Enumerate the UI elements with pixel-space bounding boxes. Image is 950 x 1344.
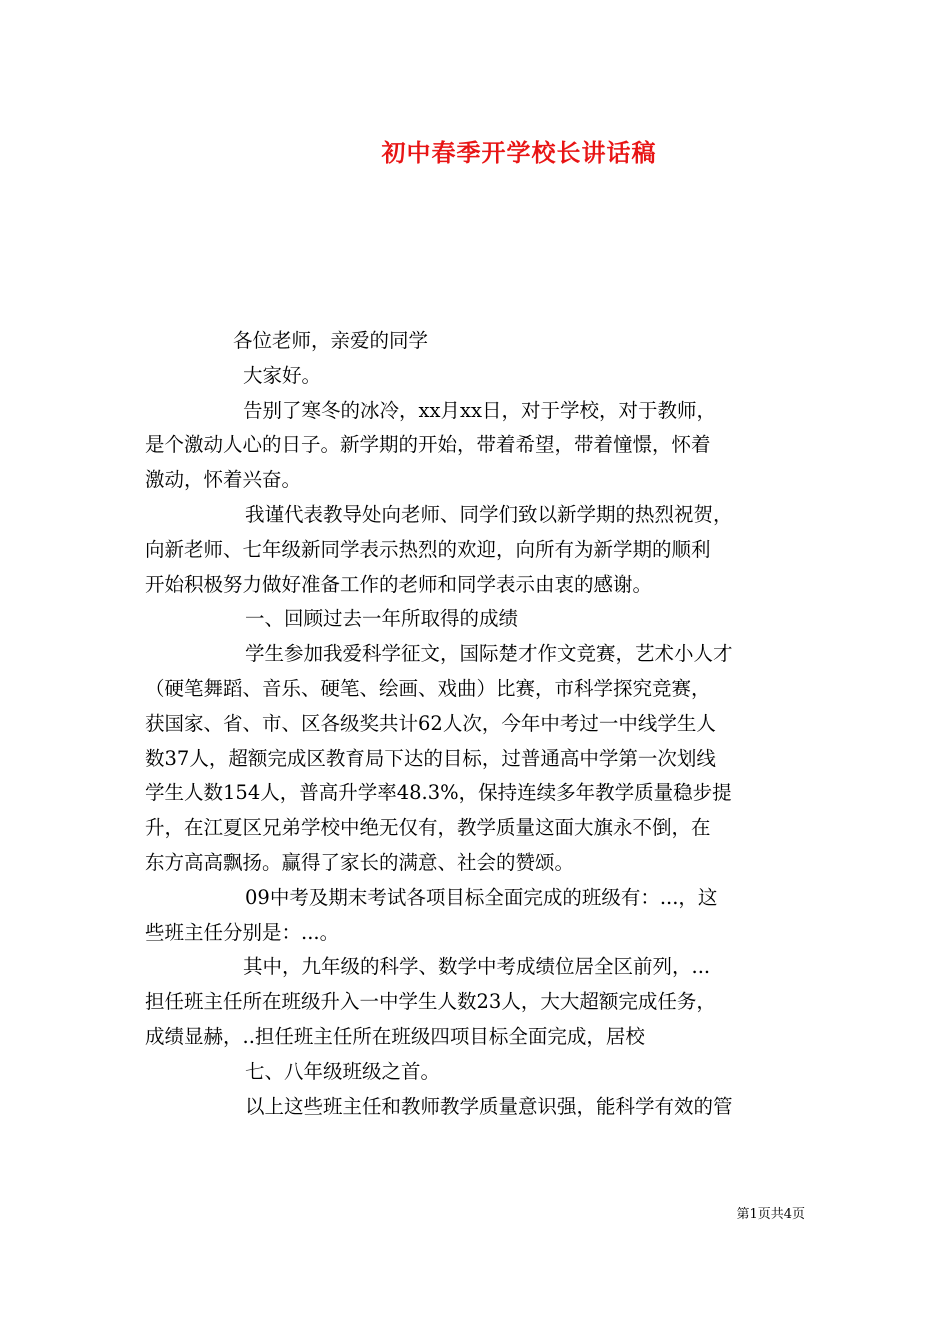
paragraph-line: 获国家、省、市、区各级奖共计62人次，今年中考过一中线学生人 <box>145 711 716 735</box>
page-number-footer: 第1页共4页 <box>736 1207 805 1222</box>
document-title: 初中春季开学校长讲话稿 <box>381 138 657 167</box>
salutation-line: 各位老师，亲爱的同学 <box>233 329 429 352</box>
greeting-line: 大家好。 <box>243 363 322 387</box>
paragraph-line: 七、八年级班级之首。 <box>245 1059 441 1083</box>
paragraph-line: 东方高高飘扬。赢得了家长的满意、社会的赞颂。 <box>145 850 575 874</box>
paragraph-line: 激动，怀着兴奋。 <box>145 468 302 492</box>
paragraph-line: 学生人数154人，普高升学率48.3%，保持连续多年教学质量稳步提 <box>145 781 732 805</box>
paragraph-line: 以上这些班主任和教师教学质量意识强，能科学有效的管 <box>245 1094 733 1118</box>
paragraph-line: 告别了寒冬的冰冷，xx月xx日，对于学校，对于教师， <box>243 398 716 422</box>
section-heading: 一、回顾过去一年所取得的成绩 <box>245 607 519 631</box>
paragraph-line: 我谨代表教导处向老师、同学们致以新学期的热烈祝贺， <box>245 502 733 526</box>
document-body <box>145 324 807 1124</box>
paragraph-line: 升，在江夏区兄弟学校中绝无仅有，教学质量这面大旗永不倒，在 <box>145 816 711 840</box>
paragraph-line: 是个激动人心的日子。新学期的开始，带着希望，带着憧憬，怀着 <box>145 433 711 457</box>
paragraph-line: 数37人，超额完成区教育局下达的目标，过普通高中学第一次划线 <box>145 746 716 770</box>
paragraph-line: 成绩显赫，..担任班主任所在班级四项目标全面完成，居校 <box>145 1024 645 1048</box>
paragraph-line: 学生参加我爱科学征文，国际楚才作文竞赛，艺术小人才 <box>245 642 733 666</box>
paragraph-line: 开始积极努力做好准备工作的老师和同学表示由衷的感谢。 <box>145 572 653 596</box>
paragraph-line: 其中，九年级的科学、数学中考成绩位居全区前列，... <box>243 955 711 979</box>
paragraph-line: 些班主任分别是：...。 <box>145 920 340 944</box>
paragraph-line: 09中考及期末考试各项目标全面完成的班级有：...，这 <box>245 885 718 909</box>
paragraph-line: （硬笔舞蹈、音乐、硬笔、绘画、戏曲）比赛，市科学探究竞赛， <box>145 676 711 700</box>
paragraph-line: 担任班主任所在班级升入一中学生人数23人，大大超额完成任务， <box>145 990 716 1014</box>
paragraph-line: 向新老师、七年级新同学表示热烈的欢迎，向所有为新学期的顺利 <box>145 537 711 561</box>
